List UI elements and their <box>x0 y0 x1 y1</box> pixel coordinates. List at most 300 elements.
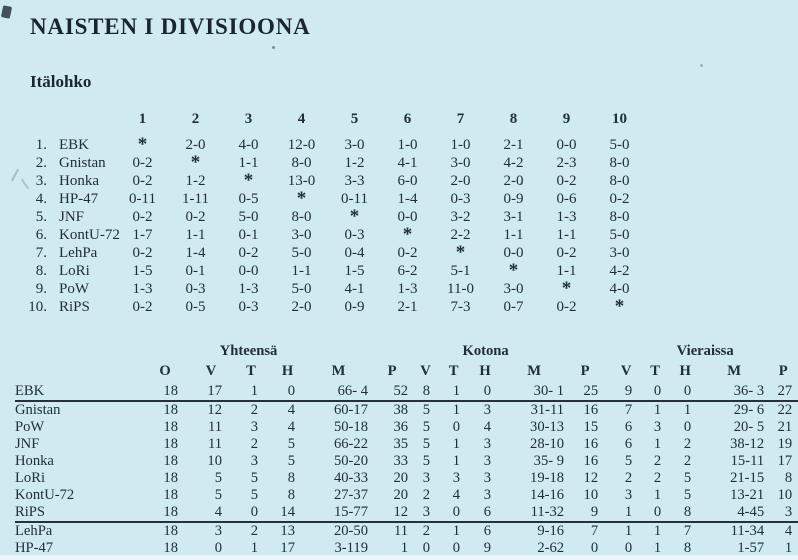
stat-cell: 3 <box>483 453 492 469</box>
points-cell: 16 <box>583 453 599 469</box>
points-cell: 4 <box>784 523 793 539</box>
team-name: HP-47 <box>15 540 54 556</box>
stat-col-header: P <box>580 363 590 379</box>
opponent-col-header: 3 <box>244 110 253 127</box>
stat-cell: 8 <box>683 540 692 556</box>
opponent-col-header: 4 <box>297 110 306 127</box>
goals-cell: 3-119 <box>334 540 368 556</box>
goals-cell: 20-50 <box>333 523 368 539</box>
stat-cell: 5 <box>624 453 633 469</box>
stat-cell: 18 <box>163 540 178 556</box>
stat-col-header: T <box>448 363 459 379</box>
stat-cell: 4 <box>287 402 295 418</box>
result-cell: 1-0 <box>450 136 471 153</box>
standings-row <box>15 419 798 436</box>
result-cell: 13-0 <box>287 172 316 189</box>
stat-cell: 5 <box>422 402 431 418</box>
stat-cell: 12 <box>207 402 222 418</box>
stat-cell: 18 <box>163 453 178 469</box>
stat-cell: 18 <box>140 504 190 522</box>
result-cell: 0-9 <box>503 190 524 207</box>
stat-cell: 5 <box>214 470 222 486</box>
points-cell: 35 <box>393 436 409 452</box>
opponent-col-header: 8 <box>509 110 518 127</box>
goals-cell: 19-18 <box>530 470 565 486</box>
group-header-away: Vieraissa <box>676 343 734 359</box>
row-number: 9. <box>35 280 47 297</box>
team-name: KontU-72 <box>15 487 75 503</box>
opponent-col-header: 7 <box>456 110 465 127</box>
stat-cell: 0 <box>270 383 305 401</box>
self-asterisk: * <box>614 296 625 317</box>
result-cell: 2-1 <box>397 298 418 315</box>
points-cell: 12 <box>583 470 599 486</box>
goals-cell: 9-16 <box>537 523 565 539</box>
result-cell: 0-5 <box>185 298 206 315</box>
opponent-col-header: 6 <box>403 110 412 127</box>
result-cell: 1-11 <box>182 190 209 207</box>
opponent-col-header: 5 <box>350 110 359 127</box>
stat-cell: 8 <box>414 383 437 401</box>
result-cell: 0-0 <box>397 208 418 225</box>
stat-cell: 0 <box>470 383 500 401</box>
self-asterisk: * <box>402 224 413 245</box>
points-cell: 1 <box>784 540 793 556</box>
stat-cell: 1 <box>232 383 270 401</box>
result-cell: 0-6 <box>556 190 577 207</box>
stat-cell: 5 <box>422 436 431 452</box>
self-asterisk: * <box>508 260 519 281</box>
goals-cell: 31-11 <box>530 402 565 418</box>
stat-cell: 18 <box>163 419 178 435</box>
stat-cell: 17 <box>190 383 232 401</box>
goals-cell: 15-77 <box>305 504 372 522</box>
goals-cell: 36- 3 <box>700 383 768 401</box>
group-header-home: Kotona <box>462 343 509 359</box>
stat-cell: 5 <box>422 453 431 469</box>
team-name: RiPS <box>59 298 90 315</box>
column-gap <box>602 522 612 540</box>
stat-col-header: H <box>679 363 691 379</box>
result-cell: 0-0 <box>238 262 259 279</box>
stat-col-header: T <box>650 363 660 379</box>
column-gap <box>602 361 612 383</box>
points-cell: 38 <box>393 402 409 418</box>
goals-cell: 20- 5 <box>733 419 765 435</box>
cross-table-row <box>22 172 646 190</box>
points-cell: 1 <box>400 540 409 556</box>
goals-cell: 50-18 <box>333 419 368 435</box>
stat-cell: 18 <box>140 383 190 401</box>
stat-cell: 2 <box>422 523 431 539</box>
stat-cell: 6 <box>470 504 500 522</box>
opponent-col-header: 2 <box>191 110 200 127</box>
stat-cell: 2 <box>250 523 258 539</box>
result-cell: 0-1 <box>238 226 259 243</box>
stat-cell: 14 <box>270 504 305 522</box>
stat-col-header: M <box>527 363 541 379</box>
team-name: HP-47 <box>59 190 99 207</box>
result-cell: 2-3 <box>556 154 577 171</box>
stat-col-header: V <box>420 363 431 379</box>
stat-col-header: P <box>778 363 788 379</box>
stat-cell: 1 <box>437 383 470 401</box>
result-cell: 5-0 <box>291 244 312 261</box>
stat-cell: 1 <box>683 402 692 418</box>
cross-table-header-row <box>22 110 646 136</box>
stat-cell: 3 <box>214 523 222 539</box>
result-cell: 1-4 <box>185 244 206 261</box>
team-name: PoW <box>59 280 89 297</box>
stat-cell: 4 <box>287 419 295 435</box>
stat-cell: 3 <box>422 470 431 486</box>
stat-cell: 6 <box>483 523 492 539</box>
standings-row <box>15 383 798 401</box>
column-gap <box>602 342 612 361</box>
points-cell: 33 <box>393 453 409 469</box>
corner-blank <box>22 110 52 136</box>
result-cell: 2-0 <box>450 172 471 189</box>
stat-cell: 0 <box>437 504 470 522</box>
result-cell: 1-2 <box>185 172 206 189</box>
row-number: 1. <box>35 136 47 153</box>
standings-row <box>15 487 798 504</box>
result-cell: 1-3 <box>132 280 153 297</box>
column-gap <box>602 436 612 453</box>
result-cell: 4-0 <box>609 280 630 297</box>
stat-cell: 18 <box>163 487 178 503</box>
stat-cell: 0 <box>640 383 670 401</box>
cross-table-row <box>22 244 646 262</box>
self-asterisk: * <box>349 206 360 227</box>
opponent-col-header: 1 <box>138 110 147 127</box>
stat-cell: 3 <box>483 436 492 452</box>
self-asterisk: * <box>561 278 572 299</box>
result-cell: 8-0 <box>291 208 312 225</box>
stat-cell: 1 <box>653 540 662 556</box>
stat-cell: 8 <box>670 504 700 522</box>
points-cell: 20 <box>393 470 409 486</box>
stat-cell: 0 <box>670 383 700 401</box>
team-name: PoW <box>15 419 45 435</box>
stat-cell: 5 <box>250 470 258 486</box>
result-cell: 5-1 <box>450 262 471 279</box>
goals-cell: 27-37 <box>333 487 368 503</box>
result-cell: 3-0 <box>344 136 365 153</box>
team-name: JNF <box>59 208 85 225</box>
team-name: KontU-72 <box>59 226 120 243</box>
stat-cell: 6 <box>624 419 633 435</box>
result-cell: 12-0 <box>287 136 316 153</box>
result-cell: 3-1 <box>503 208 524 225</box>
cross-table-row <box>22 208 646 226</box>
goals-cell: 4-45 <box>700 504 768 522</box>
column-gap <box>602 419 612 436</box>
stat-cell: 8 <box>287 487 295 503</box>
stat-cell: 0 <box>452 419 461 435</box>
team-name: EBK <box>15 383 140 401</box>
goals-cell: 15-11 <box>730 453 765 469</box>
result-cell: 0-4 <box>344 244 365 261</box>
points-cell: 36 <box>393 419 409 435</box>
result-cell: 0-2 <box>238 244 259 261</box>
team-name: Honka <box>59 172 99 189</box>
result-cell: 0-2 <box>132 154 153 171</box>
stat-cell: 3 <box>653 419 662 435</box>
stat-cell: 5 <box>683 470 692 486</box>
result-cell: 0-11 <box>341 190 368 207</box>
result-cell: 3-3 <box>344 172 365 189</box>
result-cell: 4-0 <box>238 136 259 153</box>
stat-cell: 1 <box>653 436 662 452</box>
result-cell: 1-7 <box>132 226 153 243</box>
result-cell: 6-0 <box>397 172 418 189</box>
stat-cell: 0 <box>214 540 222 556</box>
result-cell: 8-0 <box>609 172 630 189</box>
result-cell: 0-2 <box>556 244 577 261</box>
points-cell: 10 <box>777 487 793 503</box>
result-cell: 5-0 <box>609 136 630 153</box>
result-cell: 4-2 <box>609 262 630 279</box>
goals-cell: 11-32 <box>500 504 568 522</box>
result-cell: 1-5 <box>132 262 153 279</box>
stat-cell: 0 <box>683 419 692 435</box>
result-cell: 0-0 <box>503 244 524 261</box>
stat-cell: 1 <box>653 523 662 539</box>
stat-cell: 0 <box>422 540 431 556</box>
stat-col-header: V <box>205 363 217 379</box>
corner-blank <box>15 361 140 383</box>
column-gap <box>602 470 612 487</box>
goals-cell: 21-15 <box>730 470 765 486</box>
team-name: LehPa <box>59 244 98 261</box>
stat-cell: 3 <box>250 453 258 469</box>
opponent-col-header: 9 <box>562 110 571 127</box>
points-cell: 25 <box>568 383 602 401</box>
team-name: RiPS <box>15 504 140 522</box>
result-cell: 8-0 <box>609 154 630 171</box>
stat-cell: 18 <box>163 436 178 452</box>
result-cell: 3-2 <box>450 208 471 225</box>
stat-col-header: H <box>281 363 294 379</box>
goals-cell: 29- 6 <box>733 402 765 418</box>
team-name: Gnistan <box>59 154 106 171</box>
stat-cell: 4 <box>452 487 461 503</box>
result-cell: 0-11 <box>129 190 156 207</box>
result-cell: 0-3 <box>344 226 365 243</box>
points-cell: 21 <box>777 419 793 435</box>
stat-cell: 1 <box>452 436 461 452</box>
stat-cell: 2 <box>422 487 431 503</box>
stat-col-header: M <box>727 363 742 379</box>
result-cell: 4-2 <box>503 154 524 171</box>
result-cell: 8-0 <box>291 154 312 171</box>
points-cell: 8 <box>784 470 793 486</box>
goals-cell: 30- 1 <box>500 383 568 401</box>
result-cell: 0-2 <box>132 298 153 315</box>
standings-row <box>15 504 798 522</box>
standings-table <box>15 342 798 557</box>
column-gap <box>602 453 612 470</box>
result-cell: 1-3 <box>556 208 577 225</box>
result-cell: 1-3 <box>238 280 259 297</box>
stat-cell: 7 <box>683 523 692 539</box>
points-cell: 3 <box>768 504 798 522</box>
goals-cell: 35- 9 <box>533 453 565 469</box>
stat-col-header: V <box>620 363 632 379</box>
stat-cell: 1 <box>452 453 461 469</box>
stat-cell: 2 <box>250 402 258 418</box>
stat-cell: 4 <box>190 504 232 522</box>
scan-artifact-speck <box>700 64 703 67</box>
self-asterisk: * <box>296 188 307 209</box>
result-cell: 1-1 <box>291 262 312 279</box>
points-cell: 15 <box>583 419 599 435</box>
points-cell: 27 <box>768 383 798 401</box>
stat-cell: 5 <box>250 487 258 503</box>
result-cell: 3-0 <box>291 226 312 243</box>
result-cell: 1-0 <box>397 136 418 153</box>
result-cell: 1-3 <box>397 280 418 297</box>
stat-cell: 3 <box>483 402 492 418</box>
scan-artifact-corner <box>1 5 12 19</box>
result-cell: 1-1 <box>185 226 206 243</box>
stat-cell: 0 <box>624 540 633 556</box>
result-cell: 0-7 <box>503 298 524 315</box>
result-cell: 0-2 <box>132 172 153 189</box>
row-number: 6. <box>35 226 47 243</box>
stat-cell: 7 <box>624 402 633 418</box>
standings-row <box>15 470 798 487</box>
goals-cell: 13-21 <box>730 487 765 503</box>
standings-group-header-row <box>15 342 798 361</box>
group-header-total: Yhteensä <box>219 343 278 359</box>
row-number: 10. <box>28 298 47 315</box>
stat-cell: 9 <box>483 540 492 556</box>
row-number: 7. <box>35 244 47 261</box>
cross-table-row <box>22 136 646 154</box>
result-cell: 1-1 <box>503 226 524 243</box>
stat-cell: 3 <box>414 504 437 522</box>
result-cell: 3-0 <box>503 280 524 297</box>
row-number: 3. <box>35 172 47 189</box>
result-cell: 1-1 <box>238 154 259 171</box>
result-cell: 1-2 <box>344 154 365 171</box>
result-cell: 5-0 <box>238 208 259 225</box>
stat-cell: 2 <box>683 436 692 452</box>
cross-table-row <box>22 262 646 280</box>
result-cell: 3-0 <box>450 154 471 171</box>
cross-table-row <box>22 226 646 244</box>
result-cell: 5-0 <box>291 280 312 297</box>
result-cell: 0-2 <box>397 244 418 261</box>
stat-col-header: O <box>159 363 171 379</box>
stat-cell: 1 <box>653 487 662 503</box>
column-gap <box>602 401 612 419</box>
stat-cell: 3 <box>250 419 258 435</box>
stat-cell: 1 <box>653 402 662 418</box>
points-cell: 19 <box>777 436 793 452</box>
team-name: LoRi <box>15 470 45 486</box>
goals-cell: 30-13 <box>530 419 565 435</box>
points-cell: 22 <box>777 402 793 418</box>
result-cell: 6-2 <box>397 262 418 279</box>
standings-column-header-row <box>15 361 798 383</box>
goals-cell: 40-33 <box>333 470 368 486</box>
result-cell: 4-1 <box>344 280 365 297</box>
stat-cell: 5 <box>422 419 431 435</box>
stat-cell: 18 <box>163 523 178 539</box>
result-cell: 0-2 <box>556 172 577 189</box>
stat-col-header: T <box>246 363 256 379</box>
stat-cell: 2 <box>624 470 633 486</box>
stat-cell: 1 <box>452 523 461 539</box>
team-name: LoRi <box>59 262 90 279</box>
goals-cell: 38-12 <box>730 436 765 452</box>
standings-row <box>15 436 798 453</box>
stat-cell: 1 <box>612 504 640 522</box>
page-title: NAISTEN I DIVISIOONA <box>30 14 311 39</box>
standings-row <box>15 453 798 470</box>
stat-cell: 11 <box>207 419 222 435</box>
points-cell: 9 <box>568 504 602 522</box>
goals-cell: 1-57 <box>737 540 765 556</box>
cross-table-row <box>22 190 646 208</box>
goals-cell: 66-22 <box>333 436 368 452</box>
result-cell: 2-0 <box>291 298 312 315</box>
stat-col-header: P <box>387 363 397 379</box>
stat-cell: 0 <box>640 504 670 522</box>
result-cell: 2-1 <box>503 136 524 153</box>
result-cell: 7-3 <box>450 298 471 315</box>
result-cell: 0-5 <box>238 190 259 207</box>
stat-cell: 4 <box>483 419 492 435</box>
column-gap <box>602 383 612 401</box>
stat-cell: 8 <box>287 470 295 486</box>
points-cell: 17 <box>777 453 793 469</box>
result-cell: 0-3 <box>185 280 206 297</box>
result-cell: 0-2 <box>132 244 153 261</box>
stat-cell: 3 <box>483 470 492 486</box>
result-cell: 0-2 <box>556 298 577 315</box>
result-cell: 11-0 <box>447 280 474 297</box>
goals-cell: 50-20 <box>333 453 368 469</box>
result-cell: 0-2 <box>132 208 153 225</box>
goals-cell: 66- 4 <box>305 383 372 401</box>
stat-cell: 5 <box>683 487 692 503</box>
cross-table-row <box>22 280 646 298</box>
standings-row <box>15 522 798 540</box>
section-title: Itälohko <box>30 72 92 91</box>
points-cell: 10 <box>583 487 599 503</box>
stat-cell: 2 <box>683 453 692 469</box>
result-cell: 0-3 <box>450 190 471 207</box>
stat-cell: 2 <box>653 453 662 469</box>
stat-cell: 18 <box>163 470 178 486</box>
stat-cell: 2 <box>250 436 258 452</box>
result-cell: 5-0 <box>609 226 630 243</box>
cross-table-row <box>22 154 646 172</box>
column-gap <box>602 504 612 522</box>
points-cell: 0 <box>590 540 599 556</box>
points-cell: 11 <box>394 523 409 539</box>
points-cell: 16 <box>583 402 599 418</box>
result-cell: 3-0 <box>609 244 630 261</box>
column-gap <box>602 487 612 504</box>
stat-cell: 9 <box>612 383 640 401</box>
row-number: 2. <box>35 154 47 171</box>
stat-cell: 17 <box>280 540 295 556</box>
